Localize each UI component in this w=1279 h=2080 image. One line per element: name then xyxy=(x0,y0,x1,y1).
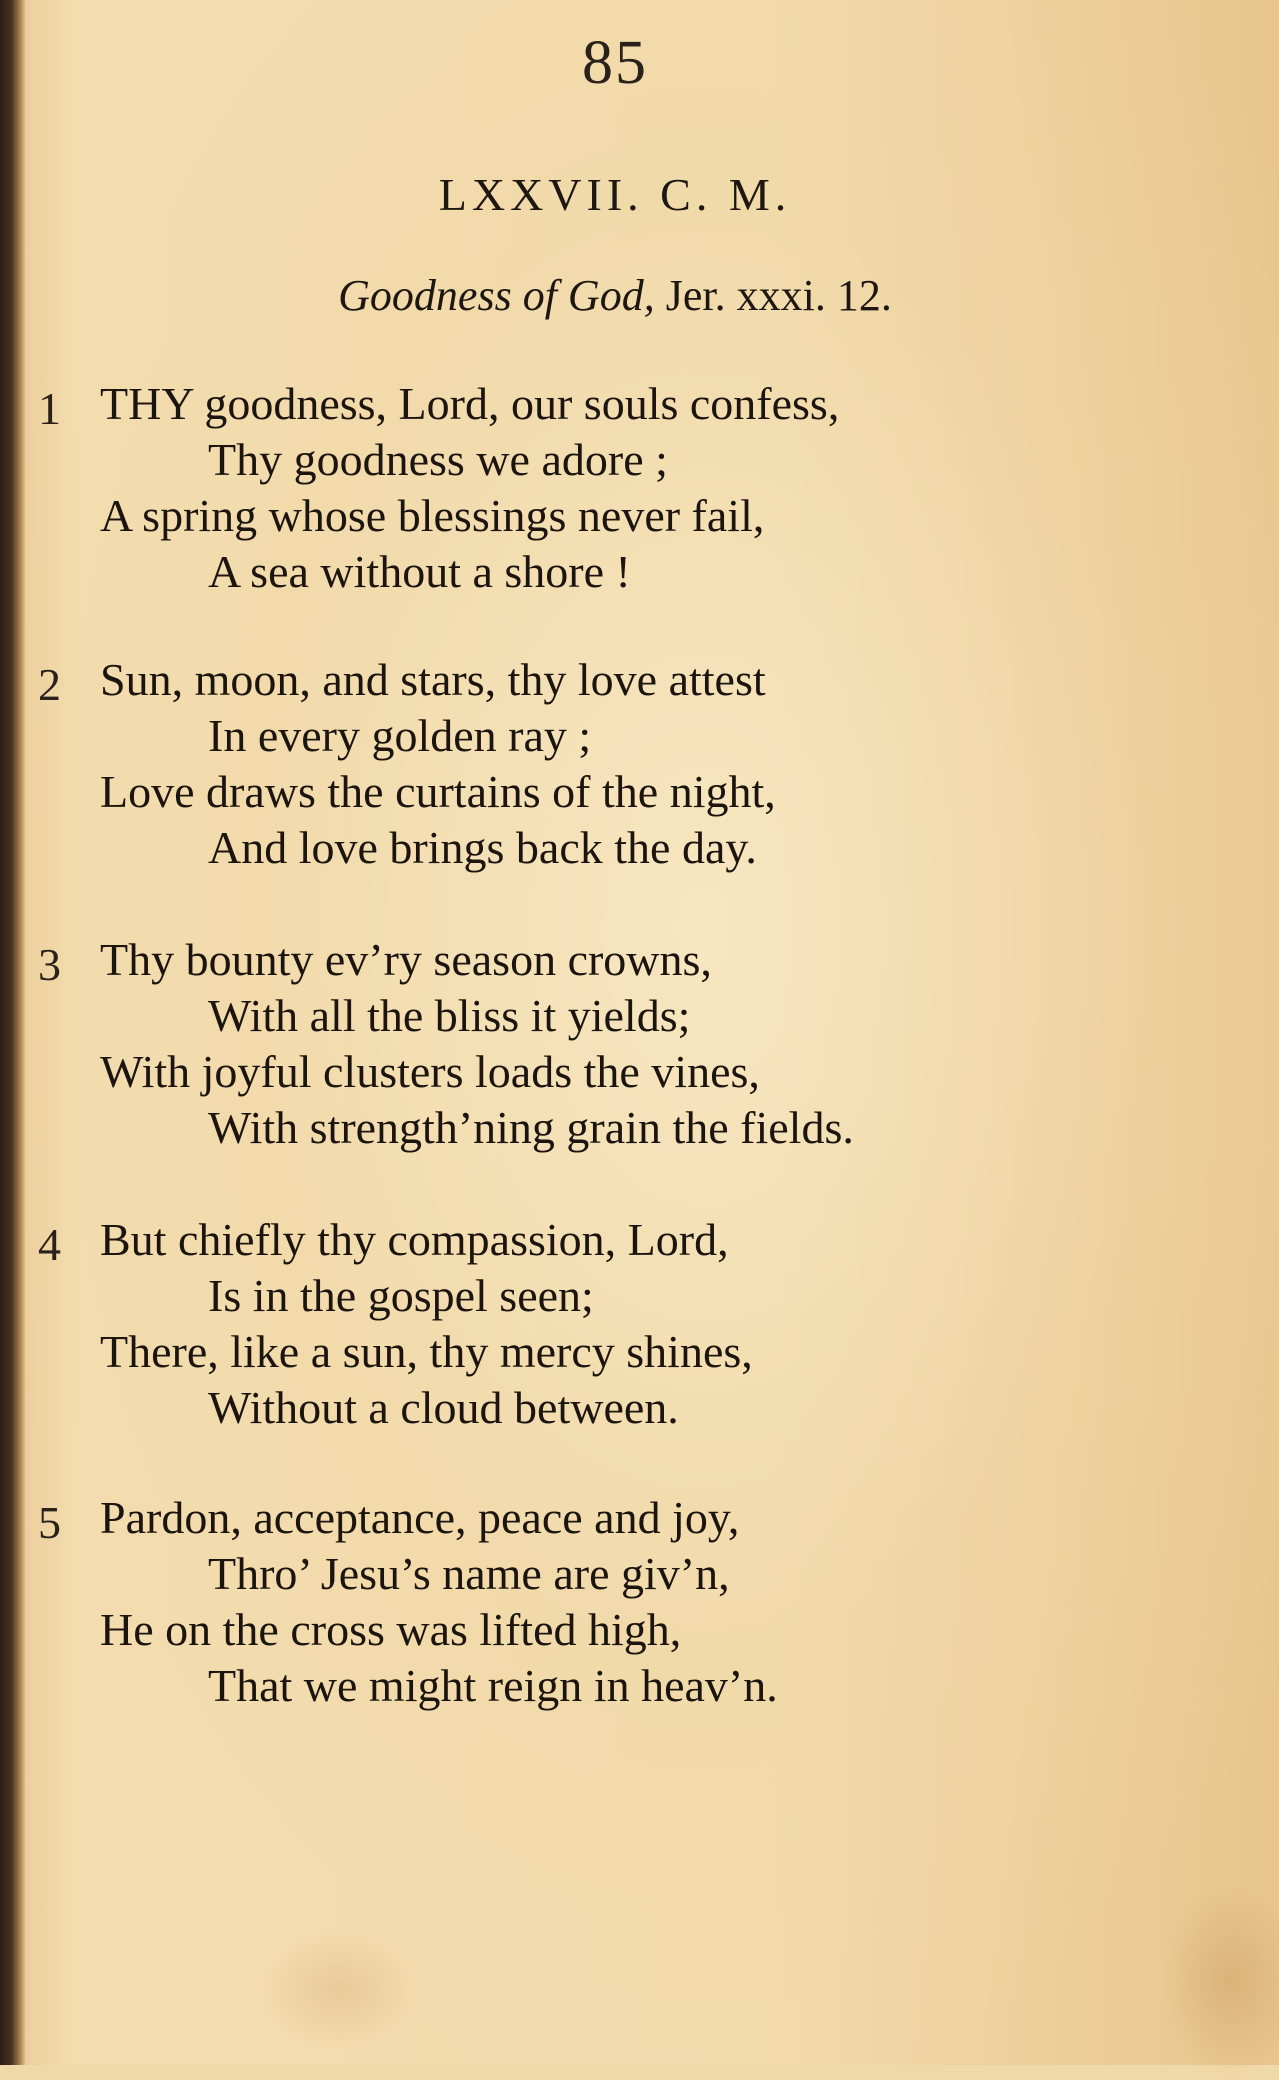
verse-line: With all the bliss it yields; xyxy=(208,990,691,1041)
verse-line: Thy bounty ev’ry season crowns, xyxy=(100,934,712,985)
stanza-number: 2 xyxy=(38,659,61,710)
subtitle-theme: Goodness of God, xyxy=(338,271,655,320)
stanza-number: 5 xyxy=(38,1497,61,1548)
verse-line: Thy goodness we adore ; xyxy=(208,434,668,485)
hymn-heading: LXXVII. C. M. xyxy=(438,169,792,220)
page-number: 85 xyxy=(582,29,648,97)
verse-line: That we might reign in heav’n. xyxy=(208,1660,778,1711)
subtitle-scripture-reference: Jer. xxxi. 12. xyxy=(654,271,892,320)
verse-line: In every golden ray ; xyxy=(208,710,592,761)
verse-line: Love draws the curtains of the night, xyxy=(100,766,776,817)
verse-line: A sea without a shore ! xyxy=(208,546,631,597)
verse-line: Is in the gospel seen; xyxy=(208,1270,594,1321)
hymn-subtitle xyxy=(0,270,1230,321)
verse-line: Sun, moon, and stars, thy love attest xyxy=(100,654,766,705)
verse-line: Thro’ Jesu’s name are giv’n, xyxy=(208,1548,730,1599)
stanza-number: 4 xyxy=(38,1219,61,1270)
verse-line: A spring whose blessings never fail, xyxy=(100,490,765,541)
verse-line: With strength’ning grain the fields. xyxy=(208,1102,854,1153)
paper-stain xyxy=(1160,1880,1279,2080)
verse-line: And love brings back the day. xyxy=(208,822,757,873)
verse-line: Pardon, acceptance, peace and joy, xyxy=(100,1492,740,1543)
verse-line: But chiefly thy compassion, Lord, xyxy=(100,1214,729,1265)
verse-line: Without a cloud between. xyxy=(208,1382,679,1433)
verse-line: THY goodness, Lord, our souls confess, xyxy=(100,378,840,429)
stanza-number: 1 xyxy=(38,383,61,434)
verse-line: With joyful clusters loads the vines, xyxy=(100,1046,760,1097)
paper-stain xyxy=(260,1930,420,2050)
verse-line: He on the cross was lifted high, xyxy=(100,1604,682,1655)
verse-line: There, like a sun, thy mercy shines, xyxy=(100,1326,753,1377)
stanza-number: 3 xyxy=(38,939,61,990)
